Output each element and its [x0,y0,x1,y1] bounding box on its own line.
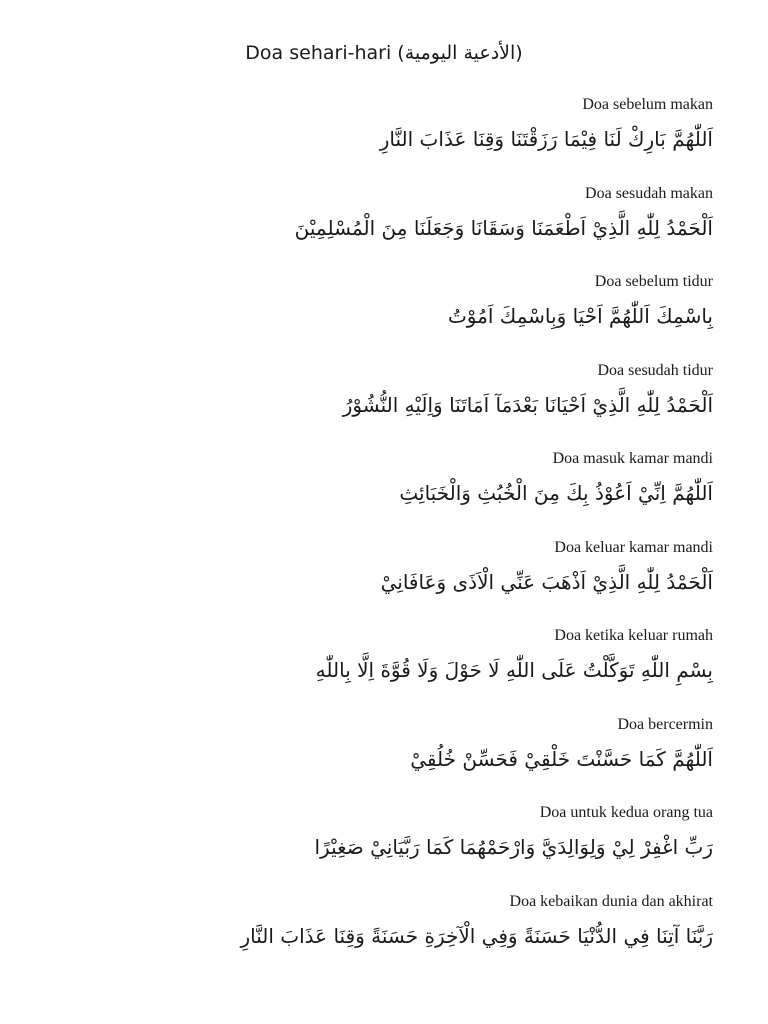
page-title: Doa sehari-hari (الأدعية اليومية) [245,42,523,64]
prayer-arabic-text: بِسْمِ اللّٰهِ تَوَكَّلْتُ عَلَى اللّٰهِ لَا حَوْلَ وَلَا قُوَّةَ اِلَّا بِاللّٰهِ [315,658,713,682]
prayer-label: Doa sesudah tidur [597,361,713,379]
prayer-arabic-text: اَللّٰهُمَّ بَارِكْ لَنَا فِيْمَا رَزَقْتَنَا وَقِنَا عَذَابَ النَّارِ [379,127,713,151]
prayer-label: Doa bercermin [617,715,713,733]
prayer-label: Doa untuk kedua orang tua [539,804,713,821]
prayer-label: Doa ketika keluar rumah [554,627,713,644]
prayer-entry-parents [200,802,713,891]
prayer-arabic-text: بِاسْمِكَ اَللّٰهُمَّ اَحْيَا وَبِاسْمِكَ اَمُوْتُ [447,304,713,328]
prayer-arabic-text: اَللّٰهُمَّ كَمَا حَسَّنْتَ خَلْقِيْ فَحَسِّنْ خُلُقِيْ [410,746,713,771]
prayer-label: Doa sebelum makan [582,96,713,113]
prayer-entry-entering-bathroom [200,448,713,537]
prayer-arabic-text: اَلْحَمْدُ لِلّٰهِ الَّذِيْ اَطْعَمَنَا وَسَقَانَا وَجَعَلَنَا مِنَ الْمُسْلِمِيْنَ [294,215,713,240]
prayer-entry-after-eating [200,183,713,272]
prayer-label: Doa masuk kamar mandi [552,450,713,467]
prayer-entry-before-eating [200,94,713,183]
prayer-list [200,94,713,979]
prayer-label: Doa keluar kamar mandi [554,538,713,556]
prayer-label: Doa kebaikan dunia dan akhirat [509,892,713,910]
prayer-arabic-text: رَبَّنَا آتِنَا فِي الدُّنْيَا حَسَنَةً وَفِي الْآخِرَةِ حَسَنَةً وَقِنَا عَذَابَ النَّارِ [240,923,713,948]
prayer-label: Doa sebelum tidur [594,273,713,290]
prayer-arabic-text: رَبِّ اغْفِرْ لِيْ وَلِوَالِدَيَّ وَارْحَمْهُمَا كَمَا رَبَّيَانِيْ صَغِيْرًا [314,835,713,859]
prayer-arabic-text: اَللّٰهُمَّ اِنِّيْ اَعُوْذُ بِكَ مِنَ الْخُبُثِ وَالْخَبَائِثِ [399,481,713,505]
prayer-entry-before-sleep [200,271,713,360]
prayer-entry-leaving-house [200,625,713,714]
prayer-entry-leaving-bathroom [200,537,713,626]
prayer-label: Doa sesudah makan [585,184,713,202]
prayer-entry-world-hereafter [200,891,713,980]
prayer-arabic-text: اَلْحَمْدُ لِلّٰهِ الَّذِيْ اَذْهَبَ عَنِّي الْاَذَى وَعَافَانِيْ [380,569,713,594]
prayer-arabic-text: اَلْحَمْدُ لِلّٰهِ الَّذِيْ اَحْيَانَا بَعْدَمَآ اَمَاتَنَا وَاِلَيْهِ النُّشُوْرُ [342,392,713,417]
prayer-entry-mirror [200,714,713,803]
prayer-entry-after-sleep [200,360,713,449]
